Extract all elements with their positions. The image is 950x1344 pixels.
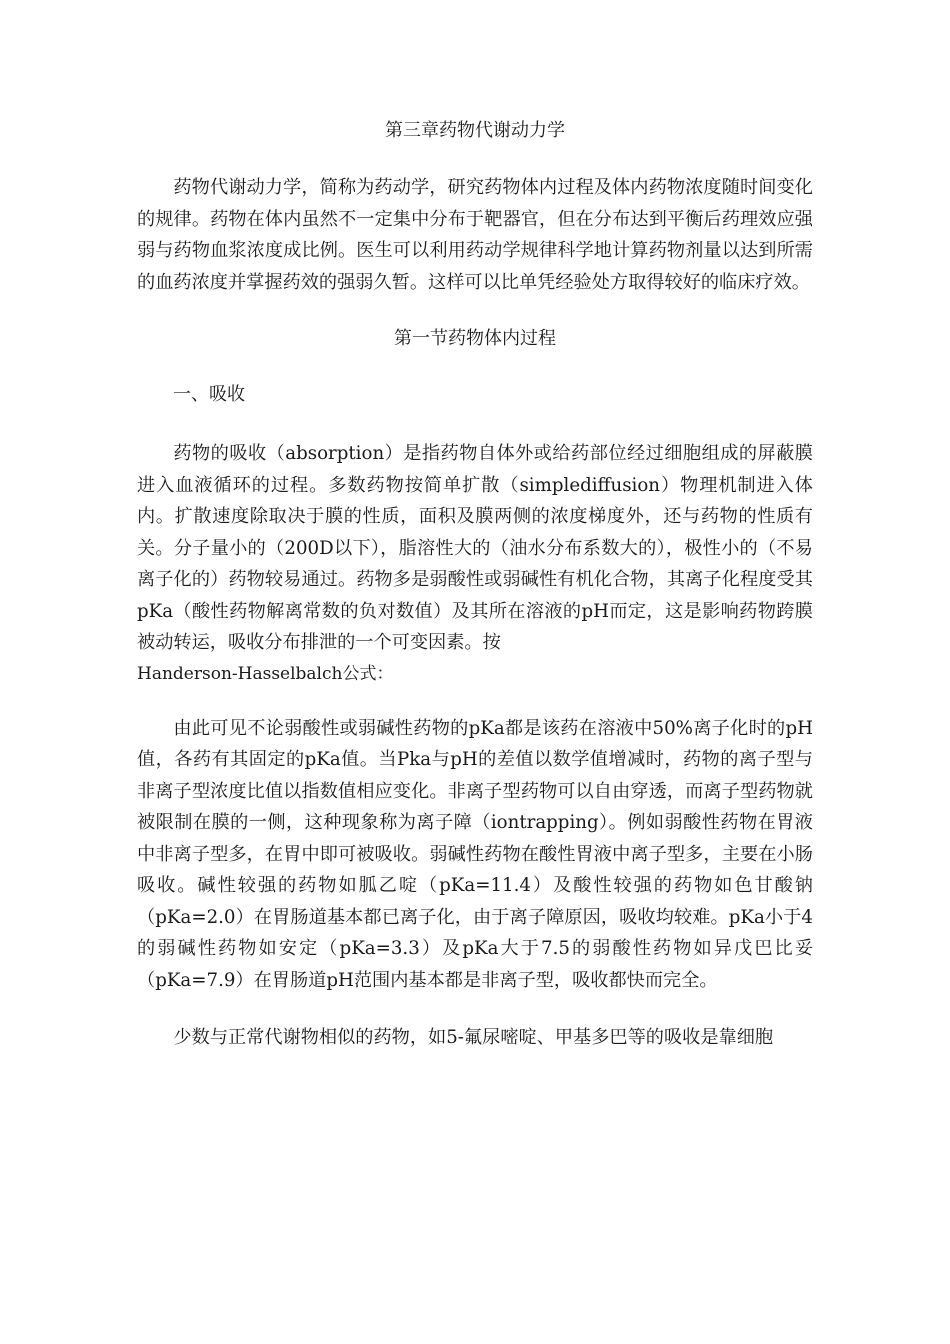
last-paragraph: 少数与正常代谢物相似的药物，如5-氟尿嘧啶、甲基多巴等的吸收是靠细胞 (173, 1027, 774, 1048)
chapter-title: 第三章药物代谢动力学 (385, 120, 565, 141)
document-body (137, 117, 813, 1054)
pka-paragraph: 由此可见不论弱酸性或弱碱性药物的pKa都是该药在溶液中50%离子化时的pH值，各药有其固定的pKa值。当Pka与pH的差值以数学值增减时，药物的离子型与非离子型浓度比值以指数值相应变化。非离子型药物可以自由穿透，而离子型药物就被限制在膜的一侧，这种现象称为离子障（iontrapping）。例如弱酸性药物在胃液中非离子型多，在胃中即可被吸收。弱碱性药物在酸性胃液中离子型多，主要在小肠吸收。碱性较强的药物如胍乙啶（pKa=11.4）及酸性较强的药物如色甘酸钠（pKa=2.0）在胃肠道基本都已离子化，由于离子障原因，吸收均较难。pKa小于4的弱碱性药物如安定（pKa=3.3）及pKa大于7.5的弱酸性药物如异戊巴比妥（pKa=7.9）在胃肠道pH范围内基本都是非离子型，吸收都快而完全。 (137, 717, 813, 991)
intro-paragraph: 药物代谢动力学，简称为药动学，研究药物体内过程及体内药物浓度随时间变化的规律。药物在体内虽然不一定集中分布于靶器官，但在分布达到平衡后药理效应强弱与药物血浆浓度成比例。医生可以利用药动学规律科学地计算药物剂量以达到所需的血药浓度并掌握药效的强弱久暂。这样可以比单凭经验处方取得较好的临床疗效。 (137, 177, 813, 293)
formula-label: Handerson-Hasselbalch公式： (137, 663, 394, 684)
subsection-title: 一、吸收 (173, 384, 245, 405)
section-title: 第一节药物体内过程 (394, 328, 556, 349)
absorption-paragraph: 药物的吸收（absorption）是指药物自体外或给药部位经过细胞组成的屏蔽膜进入血液循环的过程。多数药物按简单扩散（simplediffusion）物理机制进入体内。扩散速度除取决于膜的性质，面积及膜两侧的浓度梯度外，还与药物的性质有关。分子量小的（200D以下），脂溶性大的（油水分布系数大的），极性小的（不易离子化的）药物较易通过。药物多是弱酸性或弱碱性有机化合物，其离子化程度受其pKa（酸性药物解离常数的负对数值）及其所在溶液的pH而定，这是影响药物跨膜被动转运，吸收分布排泄的一个可变因素。按 (137, 443, 813, 653)
